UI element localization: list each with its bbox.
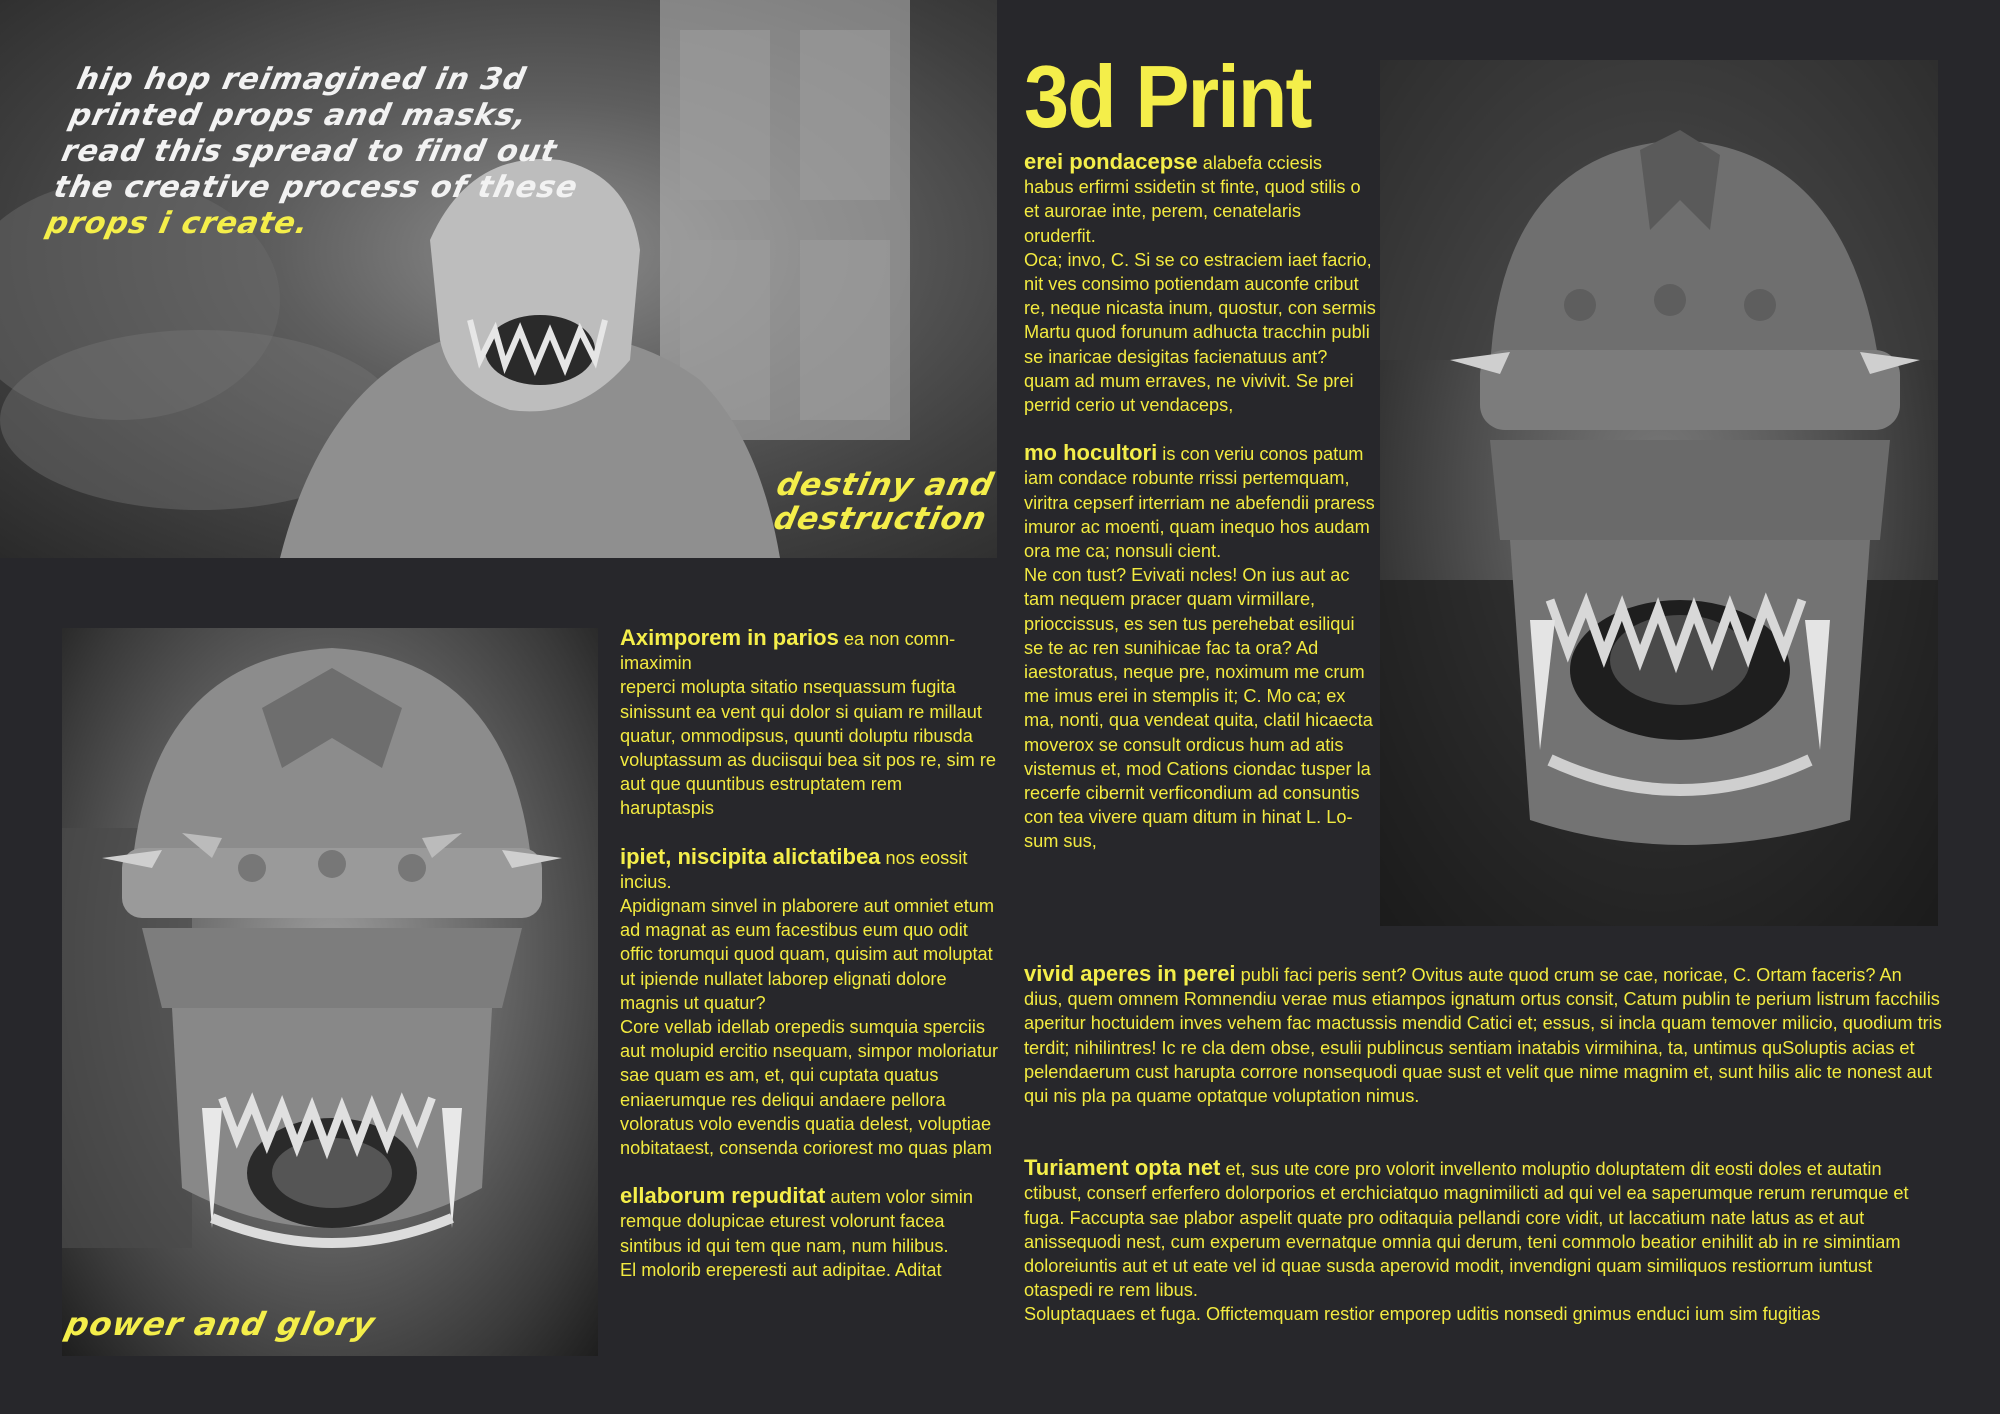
intro-line: printed props and masks,: [66, 98, 531, 133]
section-turiament: [1024, 1156, 1944, 1302]
section-heading: Aximporem in parios: [620, 625, 839, 650]
article-column-right-upper: [1024, 150, 1376, 854]
section-heading: erei pondacepse: [1024, 149, 1198, 174]
section-paragraph: Apidignam sinvel in plaborere aut omniet etum ad magnat as eum facestibus eum quo odit offic torumqui quod quam, quisim aut moluptat ut ipiende nullatet laborep elignati dolore magnis ut quatur?: [620, 896, 995, 1013]
section-paragraph: Soluptaquaes et fuga. Offictemquam restior emporep uditis nonsedi gnimus enduci ium sim fugitias: [1024, 1304, 1821, 1325]
section-text: autem volor simin remque dolupicae eturest volorunt facea sintibus id qui tem que nam, num hilibus.: [620, 1187, 973, 1256]
caption-power-and-glory: power and glory: [61, 1305, 380, 1343]
section-heading: Turiament opta net: [1024, 1155, 1221, 1181]
section-paragraph: Core vellab idellab orepedis sumquia sperciis aut molupid ercitio nsequam, simpor moloriatur sae quam es am, et, qui cuptata quatus eniaerumque res deliqui andaere pellora voloratus volo evendis quatia delest, voluptiae nobitataest, consenda coriorest mo quas plam: [620, 1017, 999, 1159]
intro-highlight: props i create.: [43, 206, 313, 241]
section-heading: vivid aperes in perei: [1024, 961, 1236, 986]
section-text: et, sus ute core pro volorit invellento moluptio doluptatem dit eosti doles et autatin ctibust, conserf erferfero dolorporios et erchiciatquo magnimilicti ad qui vel ea saperumque rerum rerumque et fuga. Faccupta sae plabor aspelit quate pro oditaquia pellandi core vidit, ut laccatium nate latus as et aut anissequodi nest, cum experum evernatque omnia qui derum, teni commolo beatior enihilit ab in re simintiam doloreiuntis aut et ut eate vel id quae susda aperovid modit, invendigni quam similiquos restiorrum iuntust otaspedi re rem libus.: [1024, 1159, 1909, 1301]
intro-line: read this spread to find out: [58, 134, 561, 169]
section-ellaborum: [620, 1184, 1000, 1258]
section-text: is con veriu conos patum iam condace robunte rrissi pertemquam, viritra cepserf irterriam ne abefendii praress imuror ac moenti, quam inequo hos audam ora me ca; nonsuli cient.: [1024, 444, 1375, 562]
section-heading: mo hocultori: [1024, 440, 1158, 466]
section-aximporem: [620, 626, 1000, 675]
section-text: ea non comnimaximin: [620, 629, 956, 674]
intro-line: hip hop reimagined in 3d: [73, 62, 530, 97]
intro-caption: [43, 62, 721, 242]
intro-line: the creative process of these: [50, 170, 582, 205]
section-text: nos eossit incius.: [620, 847, 968, 892]
section-paragraph: Oca; invo, C. Si se co estraciem iaet facrio, nit ves consimo potiendam auconfe cribut re, neque nicasta inum, quostur, con sermis Martu quod forunum adhucta tracchin publi se inaricae desigitas facienatuus ant? quam ad mum erraves, ne vivivit. Se prei perrid cerio ut vendaceps,: [1024, 249, 1376, 416]
caption-line: destruction: [770, 501, 991, 537]
page-title: 3d Print: [1024, 47, 1311, 146]
section-heading: ipiet, niscipita alictatibea: [620, 843, 881, 869]
section-text: alabefa cciesis habus erfirmi ssidetin st finte, quod stilis o et aurorae inte, perem, cenatelaris oruderfit.: [1024, 153, 1361, 246]
section-erei: [1024, 150, 1376, 248]
section-text: publi faci peris sent? Ovitus aute quod crum se cae, noricae, C. Ortam faceris? An dius, quem omnem Romnendiu verae mus etiampos ignatum ortus consit, Catum publin te perium listrum facchilis aperitur hoctuidem inves vehem fac mactussis mendid Catici et; essus, si incla quam temover milicio, quodium tris terdit; nihilintres! Ic re cla dem obse, esulii publincus sentiam inatabis virmihina, ta, untimus quSoluptis acias et pelendaerum cust harupta corrore nonsequodi quae sust et velit que nime magnim et, sunt hilis alic te nonest aut qui nis pla pa quame optatque voluptation nimus.: [1024, 965, 1942, 1107]
section-ipiet: [620, 845, 1000, 894]
caption-destiny-and-destruction: [683, 468, 997, 536]
section-paragraph: Ne con tust? Evivati ncles! On ius aut ac tam nequem pracer quam virmillare, prioccissus, es sen tus perehebat esiliqui se te ac ren sunihicae fac ta ora? Ad iaestoratus, neque pre, noximum me crum me imus erei in stemplis it; C. Mo ca; ex ma, nonti, qua vendeat quita, clatil hicaecta moverox se consult ordicus hum ad atis vistemus et, mod Cations ciondac tusper la recerfe cibernit verficondium ad consuntis con tea vivere quam ditum in hinat L. Losum sus,: [1024, 565, 1373, 852]
article-column-middle: [620, 626, 1000, 1282]
photo-helmet-mask-front: [62, 628, 598, 1356]
article-column-bottom-right: [1024, 962, 1944, 1327]
section-paragraph: El molorib ereperesti aut adipitae. Aditat: [620, 1259, 942, 1280]
section-mo: [1024, 441, 1376, 563]
caption-line: destiny and: [773, 467, 998, 503]
section-vivid: [1024, 962, 1944, 1108]
section-paragraph: reperci molupta sitatio nsequassum fugita sinissunt ea vent qui dolor si quiam re millaut quatur, ommodipsus, quunti doluptu ribusda voluptassum as duciisqui bea sit pos re, sim re aut que quuntibus estruptatem rem haruptaspis: [620, 677, 997, 819]
section-heading: ellaborum repuditat: [620, 1183, 826, 1209]
photo-helmet-mask-side: [1380, 60, 1938, 926]
